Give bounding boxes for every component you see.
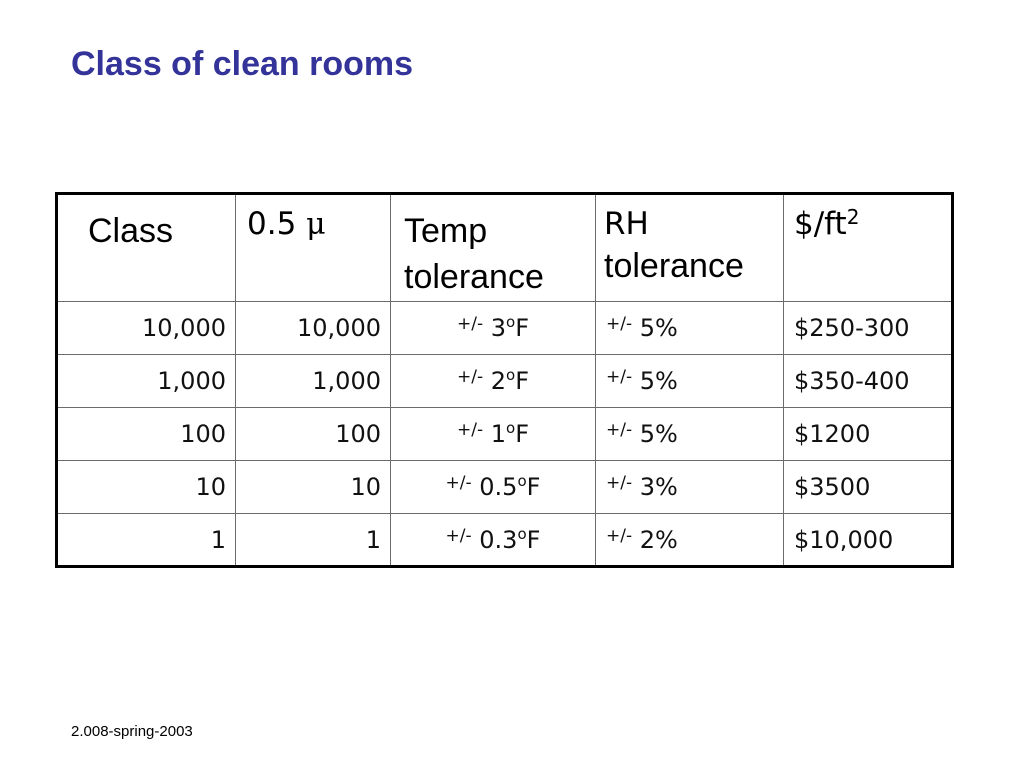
cell-cost: $3500 bbox=[784, 461, 953, 514]
cell-cost: $350-400 bbox=[784, 355, 953, 408]
table-row bbox=[57, 514, 953, 567]
temp-unit: F bbox=[526, 525, 541, 554]
cell-rh-tolerance bbox=[596, 514, 784, 567]
temp-unit: F bbox=[515, 367, 529, 395]
cell-rh-tolerance bbox=[596, 355, 784, 408]
rh-value: 5% bbox=[632, 314, 678, 342]
header-cost-per-sqft bbox=[784, 194, 953, 302]
plus-minus-symbol: +/- bbox=[445, 473, 472, 493]
cell-particles: 1,000 bbox=[236, 355, 391, 408]
temp-unit: F bbox=[526, 473, 541, 501]
plus-minus-symbol: +/- bbox=[606, 525, 633, 546]
header-particle-size-unit: μ bbox=[306, 207, 326, 242]
cell-class: 10 bbox=[57, 461, 236, 514]
cell-class: 100 bbox=[57, 408, 236, 461]
cell-particles: 10,000 bbox=[236, 302, 391, 355]
cell-cost: $1200 bbox=[784, 408, 953, 461]
cell-temp-tolerance bbox=[391, 461, 596, 514]
slide-footer: 2.008-spring-2003 bbox=[71, 723, 193, 740]
plus-minus-symbol: +/- bbox=[606, 420, 633, 440]
plus-minus-symbol: +/- bbox=[606, 367, 633, 387]
plus-minus-symbol: +/- bbox=[606, 473, 633, 493]
temp-value: 3 bbox=[483, 314, 506, 342]
header-rh-line1: RH bbox=[604, 206, 649, 242]
cleanroom-class-table bbox=[55, 192, 954, 568]
plus-minus-symbol: +/- bbox=[606, 314, 633, 334]
cell-particles: 10 bbox=[236, 461, 391, 514]
slide-title: Class of clean rooms bbox=[71, 45, 414, 83]
table-row bbox=[57, 461, 953, 514]
plus-minus-symbol: +/- bbox=[456, 367, 484, 387]
plus-minus-symbol: +/- bbox=[456, 314, 484, 334]
cell-rh-tolerance bbox=[596, 408, 784, 461]
table-row bbox=[57, 355, 953, 408]
temp-value: 0.3 bbox=[471, 525, 518, 554]
degree-symbol: o bbox=[506, 419, 516, 437]
degree-symbol: o bbox=[506, 313, 516, 331]
degree-symbol: o bbox=[517, 472, 527, 490]
cell-temp-tolerance bbox=[391, 302, 596, 355]
temp-value: 2 bbox=[483, 367, 506, 395]
cell-rh-tolerance bbox=[596, 302, 784, 355]
header-temp-line1: Temp bbox=[404, 212, 488, 250]
cell-particles: 100 bbox=[236, 408, 391, 461]
table-header-row bbox=[57, 194, 953, 302]
cell-particles: 1 bbox=[236, 514, 391, 567]
header-particle-size-value: 0.5 bbox=[247, 206, 297, 242]
header-class-label: Class bbox=[88, 212, 174, 250]
degree-symbol: o bbox=[506, 366, 516, 384]
temp-value: 0.5 bbox=[471, 473, 518, 501]
plus-minus-symbol: +/- bbox=[456, 420, 484, 440]
cell-class: 1,000 bbox=[57, 355, 236, 408]
header-rh-line2: tolerance bbox=[604, 246, 744, 285]
header-cost-exponent: 2 bbox=[846, 205, 860, 229]
degree-symbol: o bbox=[517, 524, 527, 543]
rh-value: 2% bbox=[632, 525, 678, 554]
temp-value: 1 bbox=[483, 420, 506, 448]
header-cost-base: $/ft bbox=[794, 206, 847, 242]
header-rh-tolerance bbox=[596, 194, 784, 302]
table-row bbox=[57, 408, 953, 461]
cell-class: 10,000 bbox=[57, 302, 236, 355]
rh-value: 5% bbox=[632, 420, 678, 448]
temp-unit: F bbox=[515, 314, 529, 342]
cell-cost: $10,000 bbox=[784, 514, 953, 567]
rh-value: 5% bbox=[632, 367, 678, 395]
temp-unit: F bbox=[515, 420, 529, 448]
cell-class: 1 bbox=[57, 514, 236, 567]
header-temp-tolerance bbox=[391, 194, 596, 302]
cell-temp-tolerance bbox=[391, 408, 596, 461]
table-row bbox=[57, 302, 953, 355]
cell-rh-tolerance bbox=[596, 461, 784, 514]
cell-temp-tolerance bbox=[391, 514, 596, 567]
cell-temp-tolerance bbox=[391, 355, 596, 408]
rh-value: 3% bbox=[632, 473, 678, 501]
cell-cost: $250-300 bbox=[784, 302, 953, 355]
plus-minus-symbol: +/- bbox=[445, 525, 472, 546]
header-particle-size bbox=[236, 194, 391, 302]
header-temp-line2: tolerance bbox=[404, 257, 544, 296]
header-class bbox=[57, 194, 236, 302]
